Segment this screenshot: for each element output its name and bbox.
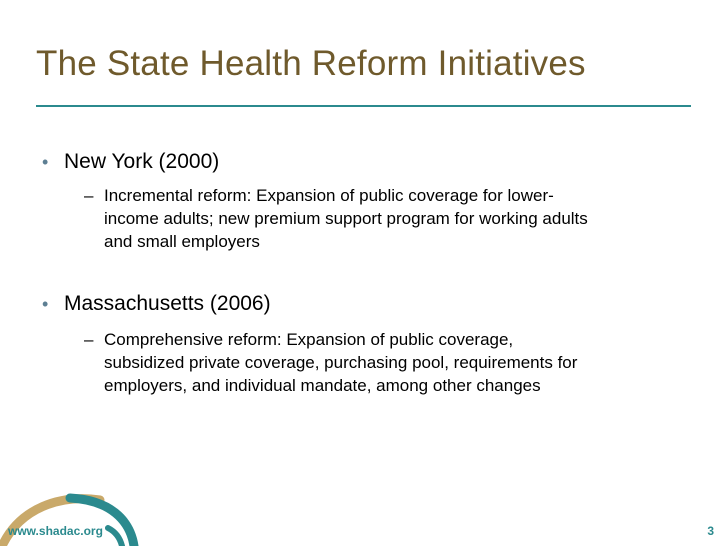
bullet-heading: New York (2000) <box>64 150 220 173</box>
sub-bullet-line: income adults; new premium support program for working adults <box>104 209 588 228</box>
dash-glyph: – <box>84 186 94 205</box>
sub-bullet-line: and small employers <box>104 232 260 251</box>
bullet-glyph: • <box>42 152 49 172</box>
slide-title: The State Health Reform Initiatives <box>36 44 586 83</box>
sub-bullet-line: Incremental reform: Expansion of public coverage for lower- <box>104 186 554 205</box>
footer-url: www.shadac.org <box>8 524 103 538</box>
bullet-glyph: • <box>42 294 49 314</box>
page-number: 3 <box>707 524 714 538</box>
bullet-new-york <box>42 150 219 174</box>
sub-bullet-line: employers, and individual mandate, among other changes <box>104 376 541 395</box>
title-divider <box>36 105 691 107</box>
bullet-heading: Massachusetts (2006) <box>64 292 271 315</box>
sub-bullet-line: subsidized private coverage, purchasing pool, requirements for <box>104 353 578 372</box>
sub-bullet-line: Comprehensive reform: Expansion of public coverage, <box>104 330 514 349</box>
sub-bullet-massachusetts <box>84 328 577 397</box>
sub-bullet-new-york <box>84 184 588 253</box>
bullet-massachusetts <box>42 292 271 316</box>
dash-glyph: – <box>84 330 94 349</box>
